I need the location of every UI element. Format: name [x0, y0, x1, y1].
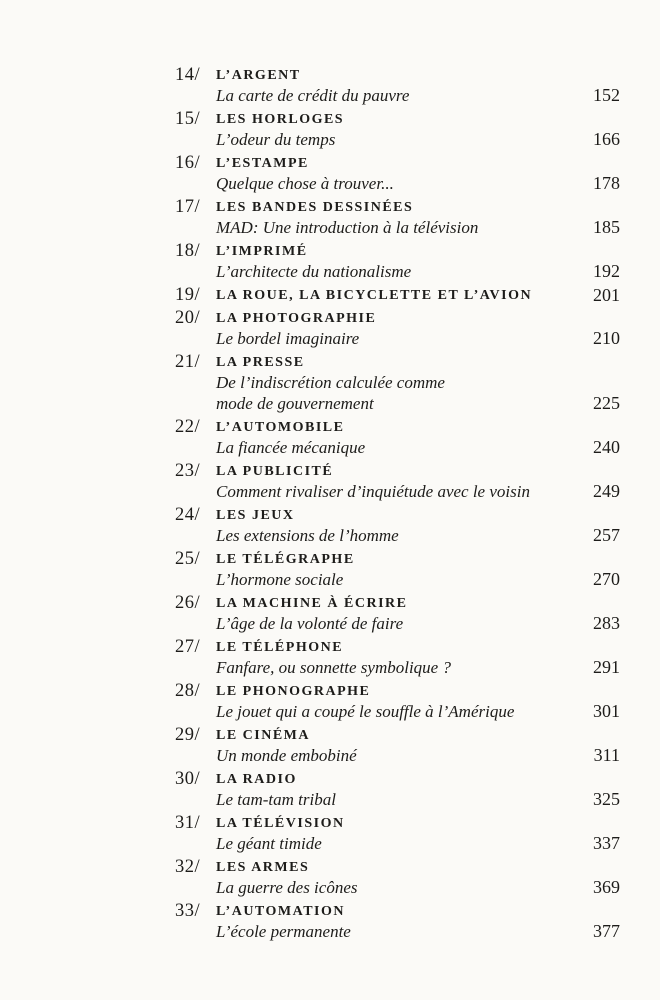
- page-number: 337: [593, 833, 620, 853]
- page-number: 225: [593, 393, 620, 413]
- toc-entry-heading: [175, 286, 620, 305]
- page-number: 166: [593, 129, 620, 149]
- subtitle-line: [175, 921, 620, 942]
- chapter-subtitle: La guerre des icônes: [216, 878, 358, 897]
- toc-entry: [175, 66, 620, 106]
- subtitle-line: [175, 328, 620, 349]
- toc-entry-heading: [175, 309, 620, 328]
- chapter-number: 15/: [175, 109, 201, 129]
- toc-entry-heading: [175, 858, 620, 877]
- toc-entry-heading: [175, 682, 620, 701]
- chapter-category: L’ARGENT: [216, 68, 301, 83]
- page-number: 210: [593, 328, 620, 348]
- chapter-number: 26/: [175, 593, 201, 613]
- chapter-category: LE CINÉMA: [216, 728, 311, 743]
- toc-entry: [175, 462, 620, 502]
- chapter-number: 19/: [175, 285, 201, 305]
- chapter-number: 27/: [175, 637, 201, 657]
- chapter-category: LE TÉLÉPHONE: [216, 640, 344, 655]
- chapter-number: 23/: [175, 461, 201, 481]
- chapter-category: LA MACHINE À ÉCRIRE: [216, 596, 408, 611]
- chapter-subtitle: Le jouet qui a coupé le souffle à l’Amérique: [216, 702, 515, 721]
- subtitle-line: [175, 393, 620, 414]
- subtitle-line: [175, 173, 620, 194]
- toc-entry-heading: [175, 154, 620, 173]
- chapter-category: LA PRESSE: [216, 355, 305, 370]
- subtitle-line: [175, 789, 620, 810]
- chapter-category: L’IMPRIMÉ: [216, 244, 308, 259]
- toc-entry-heading: [175, 66, 620, 85]
- chapter-number: 24/: [175, 505, 201, 525]
- page-number: 178: [593, 173, 620, 193]
- toc-entry: [175, 858, 620, 898]
- toc-entry-heading: [175, 462, 620, 481]
- subtitle-line: [175, 701, 620, 722]
- toc-entry-heading: [175, 550, 620, 569]
- toc-entry: [175, 638, 620, 678]
- toc-entry-heading: [175, 726, 620, 745]
- chapter-number: 14/: [175, 65, 201, 85]
- toc-entry-heading: [175, 770, 620, 789]
- toc-entry-heading: [175, 638, 620, 657]
- chapter-number: 30/: [175, 769, 201, 789]
- chapter-subtitle: Le géant timide: [216, 834, 322, 853]
- page-number: 283: [593, 613, 620, 633]
- page-number: 301: [593, 701, 620, 721]
- chapter-number: 20/: [175, 308, 201, 328]
- page-number: 291: [593, 657, 620, 677]
- chapter-number: 29/: [175, 725, 201, 745]
- toc-entry: [175, 286, 620, 305]
- chapter-category: LES ARMES: [216, 860, 310, 875]
- page-number: 152: [593, 85, 620, 105]
- chapter-subtitle: L’odeur du temps: [216, 130, 336, 149]
- page-number: 240: [593, 437, 620, 457]
- chapter-category: LE TÉLÉGRAPHE: [216, 552, 355, 567]
- toc-entry: [175, 550, 620, 590]
- page-number: 270: [593, 569, 620, 589]
- toc-entry: [175, 353, 620, 414]
- chapter-subtitle: MAD: Une introduction à la télévision: [216, 218, 479, 237]
- chapter-subtitle: mode de gouvernement: [216, 394, 374, 413]
- subtitle-line: [175, 745, 620, 766]
- subtitle-line: [175, 85, 620, 106]
- toc-entry: [175, 110, 620, 150]
- page-number: 377: [593, 921, 620, 941]
- chapter-number: 22/: [175, 417, 201, 437]
- toc-entry: [175, 198, 620, 238]
- chapter-category: L’ESTAMPE: [216, 156, 309, 171]
- toc-entry: [175, 902, 620, 942]
- chapter-category: LA TÉLÉVISION: [216, 816, 345, 831]
- page-number: 311: [593, 745, 620, 765]
- page-number: 201: [593, 285, 620, 305]
- toc-entry: [175, 506, 620, 546]
- chapter-subtitle: Le bordel imaginaire: [216, 329, 360, 348]
- chapter-subtitle: L’école permanente: [216, 922, 351, 941]
- toc-entry: [175, 726, 620, 766]
- subtitle-line: [175, 261, 620, 282]
- subtitle-line: [175, 372, 620, 393]
- toc-entry-heading: [175, 242, 620, 261]
- page-number: 249: [593, 481, 620, 501]
- subtitle-line: [175, 877, 620, 898]
- toc-entry-heading: [175, 902, 620, 921]
- toc-entry-heading: [175, 110, 620, 129]
- chapter-number: 28/: [175, 681, 201, 701]
- toc-entry-heading: [175, 506, 620, 525]
- chapter-subtitle: Fanfare, ou sonnette symbolique ?: [216, 658, 451, 677]
- toc-entry: [175, 242, 620, 282]
- toc-entry-heading: [175, 814, 620, 833]
- chapter-subtitle: Quelque chose à trouver...: [216, 174, 394, 193]
- subtitle-line: [175, 217, 620, 238]
- toc-entry: [175, 309, 620, 349]
- toc-entry: [175, 418, 620, 458]
- table-of-contents: [175, 66, 620, 946]
- chapter-category: LA ROUE, LA BICYCLETTE ET L’AVION: [216, 288, 533, 303]
- subtitle-line: [175, 569, 620, 590]
- chapter-category: LE PHONOGRAPHE: [216, 684, 371, 699]
- toc-entry-heading: [175, 594, 620, 613]
- subtitle-line: [175, 613, 620, 634]
- chapter-category: L’AUTOMOBILE: [216, 420, 345, 435]
- chapter-subtitle: Comment rivaliser d’inquiétude avec le voisin: [216, 482, 530, 501]
- chapter-category: LA PUBLICITÉ: [216, 464, 334, 479]
- chapter-number: 31/: [175, 813, 201, 833]
- chapter-category: LES BANDES DESSINÉES: [216, 200, 414, 215]
- page-number: 185: [593, 217, 620, 237]
- chapter-subtitle: La carte de crédit du pauvre: [216, 86, 410, 105]
- page-number: 325: [593, 789, 620, 809]
- chapter-subtitle: Le tam-tam tribal: [216, 790, 336, 809]
- toc-entry-heading: [175, 198, 620, 217]
- chapter-category: LES HORLOGES: [216, 112, 345, 127]
- chapter-subtitle: Un monde embobiné: [216, 746, 357, 765]
- chapter-category: LA PHOTOGRAPHIE: [216, 311, 377, 326]
- toc-entry-heading: [175, 418, 620, 437]
- toc-entry: [175, 682, 620, 722]
- subtitle-line: [175, 481, 620, 502]
- toc-entry-heading: [175, 353, 620, 372]
- subtitle-line: [175, 129, 620, 150]
- chapter-subtitle: De l’indiscrétion calculée comme: [216, 373, 445, 392]
- chapter-category: LA RADIO: [216, 772, 297, 787]
- chapter-number: 25/: [175, 549, 201, 569]
- toc-entry: [175, 814, 620, 854]
- subtitle-line: [175, 525, 620, 546]
- chapter-number: 18/: [175, 241, 201, 261]
- page-number: 369: [593, 877, 620, 897]
- chapter-number: 33/: [175, 901, 201, 921]
- chapter-subtitle: L’architecte du nationalisme: [216, 262, 412, 281]
- toc-entry: [175, 770, 620, 810]
- page-number: 192: [593, 261, 620, 281]
- chapter-category: L’AUTOMATION: [216, 904, 345, 919]
- chapter-category: LES JEUX: [216, 508, 295, 523]
- chapter-number: 16/: [175, 153, 201, 173]
- toc-entry: [175, 594, 620, 634]
- chapter-subtitle: L’âge de la volonté de faire: [216, 614, 404, 633]
- page-number: 257: [593, 525, 620, 545]
- subtitle-line: [175, 437, 620, 458]
- chapter-number: 21/: [175, 352, 201, 372]
- chapter-number: 32/: [175, 857, 201, 877]
- chapter-subtitle: L’hormone sociale: [216, 570, 344, 589]
- subtitle-line: [175, 657, 620, 678]
- subtitle-line: [175, 833, 620, 854]
- chapter-subtitle: Les extensions de l’homme: [216, 526, 399, 545]
- chapter-subtitle: La fiancée mécanique: [216, 438, 366, 457]
- toc-entry: [175, 154, 620, 194]
- chapter-number: 17/: [175, 197, 201, 217]
